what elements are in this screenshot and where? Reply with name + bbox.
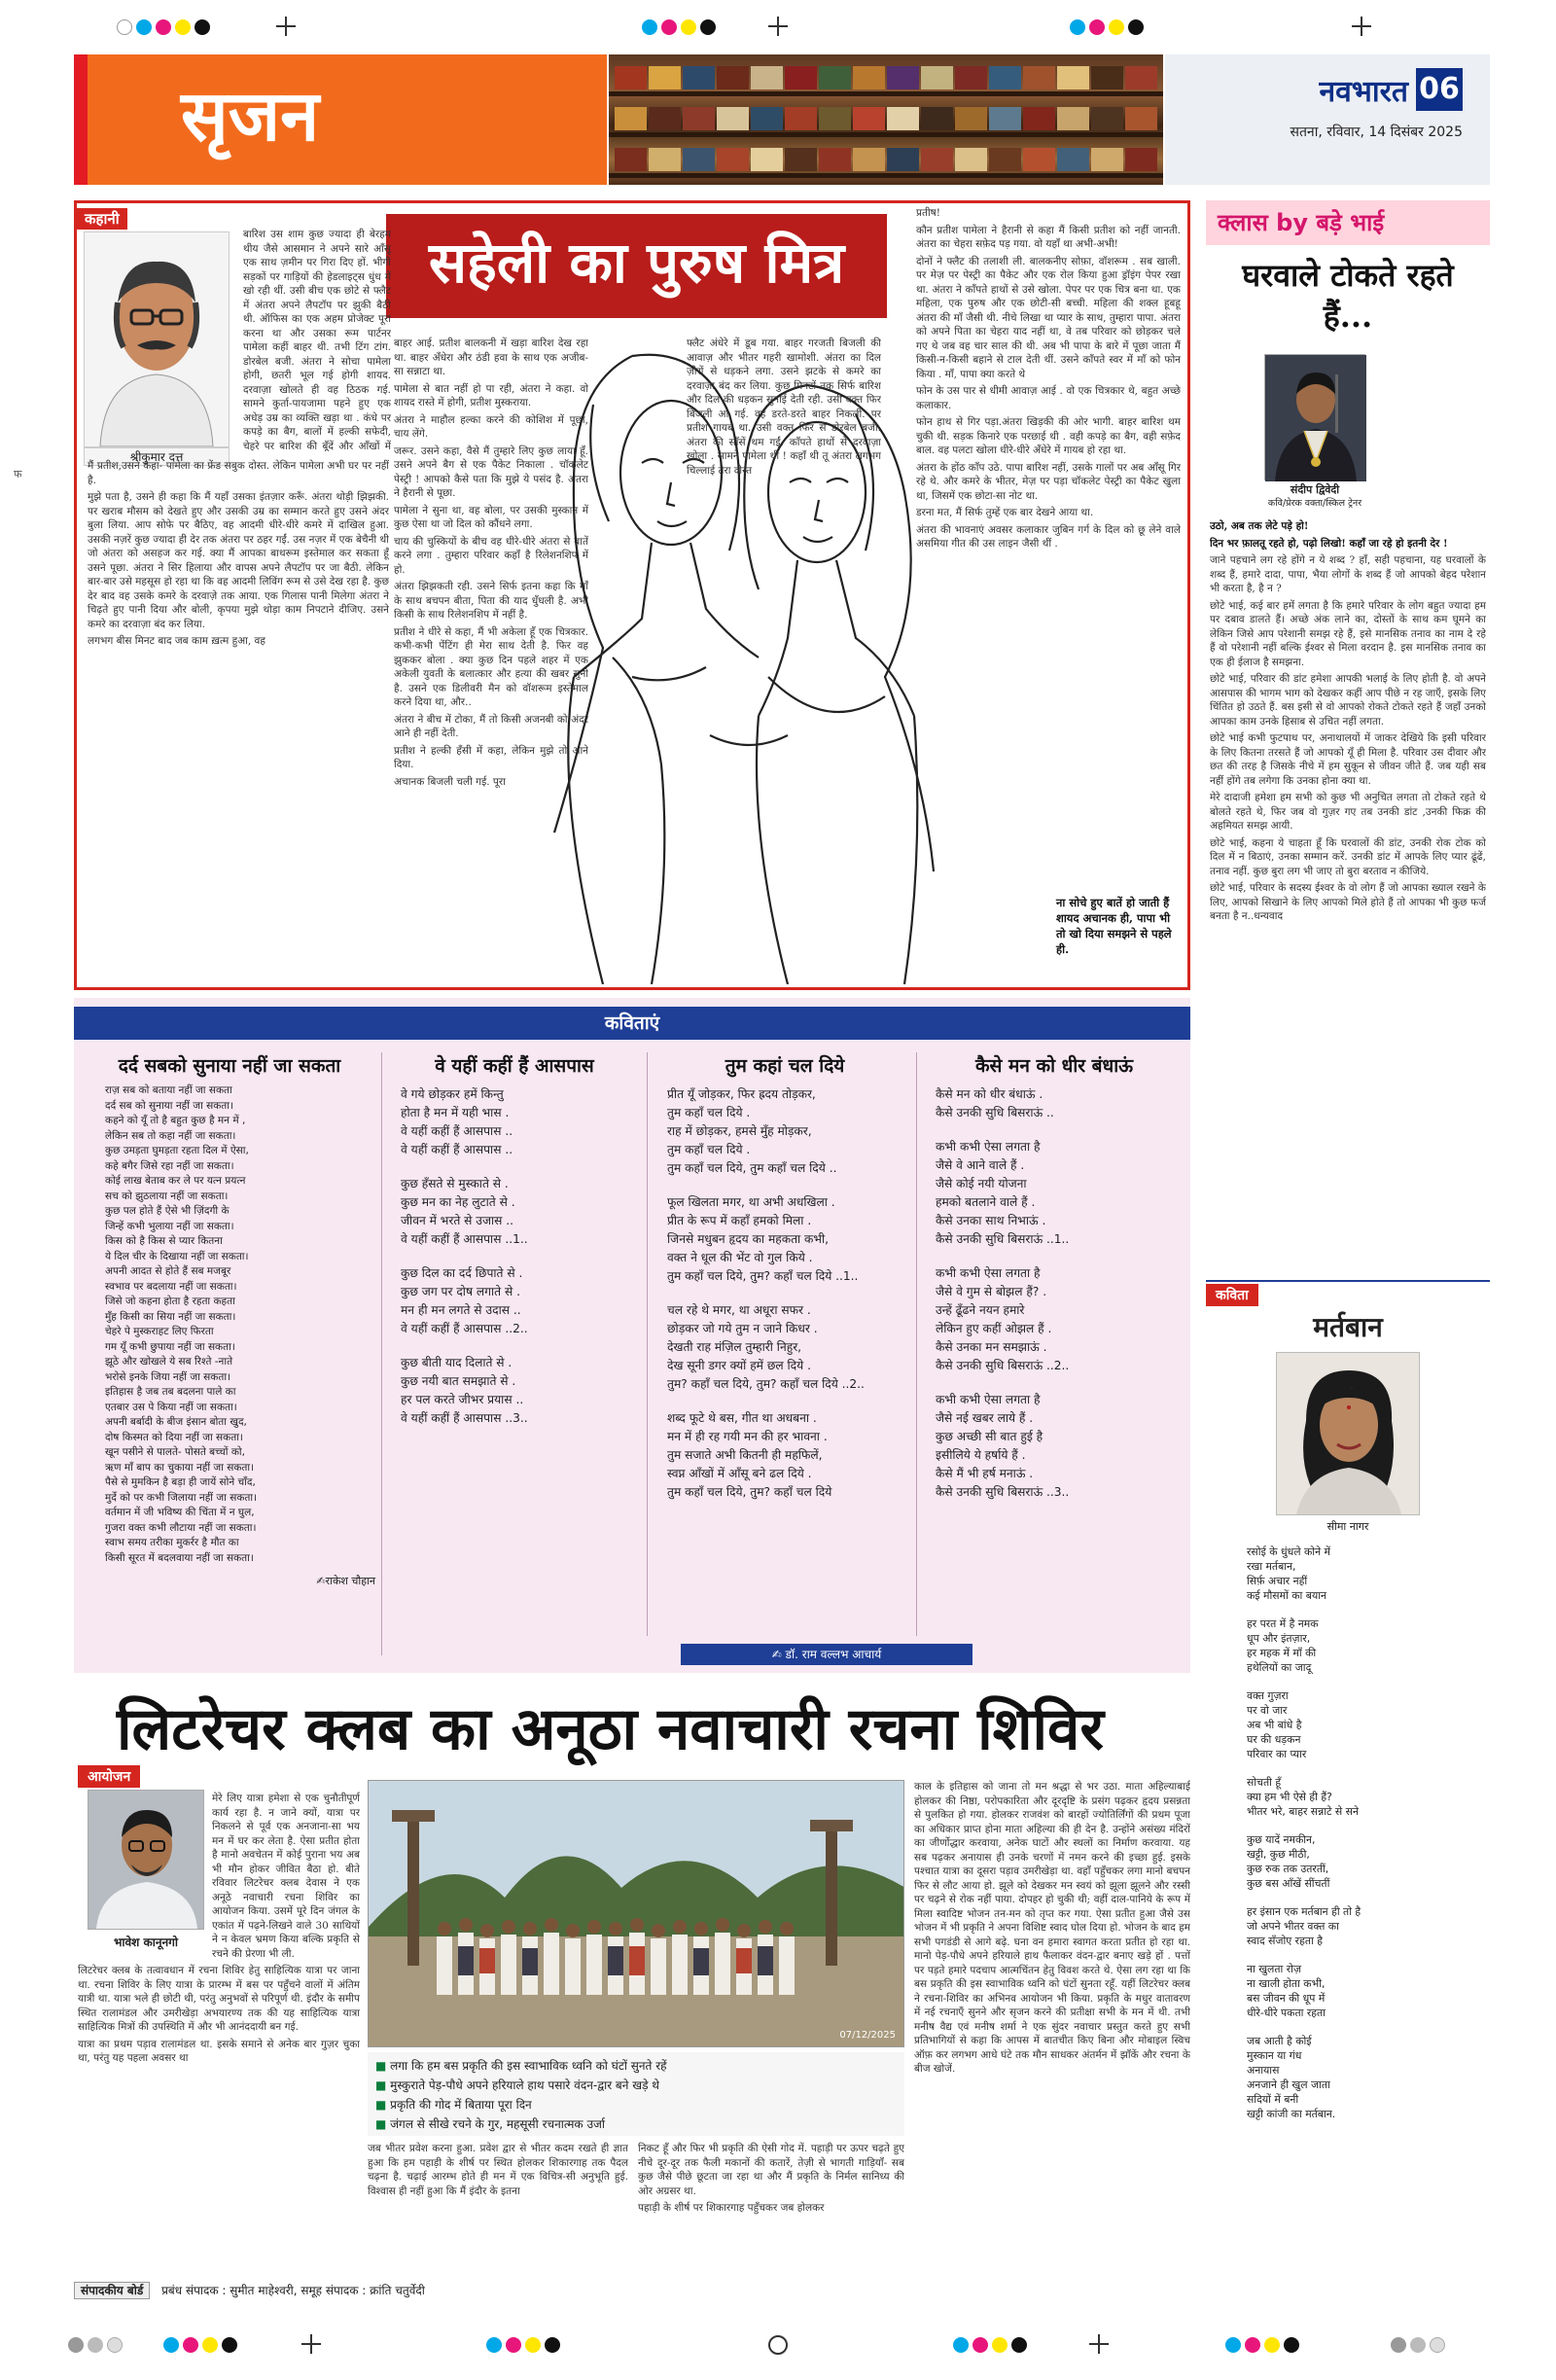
poem-line: सदियों में बनी	[1247, 2093, 1299, 2106]
story-para: पामेला से बात नहीं हो पा रही, अंतरा ने कहा. वो शायद रास्ते में होगी, प्रतीश मुस्कराया.	[394, 382, 588, 409]
poem-line: धीरे-धीरे पकता रहता	[1247, 2007, 1326, 2019]
poem-line: झूठे और खोखले ये सब रिश्ते -नाते	[105, 1356, 233, 1368]
story-column-1b	[88, 459, 389, 982]
report-author-name: भावेश कानूनगो	[113, 1936, 179, 1949]
poem-line: अनजाने ही खुल जाता	[1247, 2078, 1330, 2091]
registration-marks-top	[0, 0, 1556, 49]
poem-line: स्वभाव पर बदलाया नहीं जा सकता।	[105, 1280, 237, 1293]
poem-line: अपनी बर्बादी के बीज इंसान बोता खुद,	[105, 1416, 247, 1428]
column-body	[1210, 519, 1486, 1270]
story-para: फ्लैट अंधेरे में डूब गया. बाहर गरजती बिजली की आवाज़ और भीतर गहरी खामोशी. अंतरा का दिल ज़ोरों से धड़कने लगा. उसने झटके से कमरे का दरवाज़ा बंद कर लिया. कुछ मिनटों तक सिर्फ बारिश और दिल की धड़कन सुनाई देती रही. उसी वक्त फिर बिजली आ गई. वह डरते-डरते बाहर निकली. पर प्रतीश गायब था. उसी वक्त फिर से डोरबेल बजी. अंतरा की साँसें थम गईं. काँपते हाथों से दरवाज़ा खोला . सामने पामेला थी ! कहाँ थी तू अंतरा लगभग चिल्लाई तेरा दोस्त	[687, 337, 881, 477]
poem-line	[401, 1159, 640, 1175]
poem-line: जिसे जो कहना होता है रहता कहता	[105, 1296, 235, 1307]
poem-2-title: वे यहीं कहीं हैं आसपास	[435, 1055, 594, 1077]
poem-line: जैसे नई खबर लाये हैं .	[936, 1411, 1034, 1425]
story-para: फोन हाथ से गिर पड़ा.अंतरा खिड़की की ओर भागी. बाहर बारिश थम चुकी थी. सड़क किनारे एक परछाई थी . वही कपड़े का बैग, वही सफ़ेद बाल. वह पलटा खोला धीरे-धीरे अँधेरे में गायब हो रहा था.	[916, 416, 1181, 456]
poem-line: खून पसीने से पालते- पोसते बच्चों को,	[105, 1446, 245, 1458]
poem-line: कुछ मन का नेह लुटाते से .	[401, 1195, 515, 1209]
poem-right-title: मर्तबान	[1313, 1311, 1383, 1343]
poem-line: कुछ हँसते से मुस्काते से .	[401, 1177, 509, 1190]
poem-line: खट्टी कांजी का मर्तबान.	[1247, 2108, 1336, 2120]
poem-line: शब्द फूटे थे बस, गीत था अधबना .	[667, 1411, 817, 1425]
highlight-item: ■ लगा कि हम बस प्रकृति की इस स्वाभाविक ध्वनि को घंटों सुनते रहें	[375, 2059, 667, 2073]
poem-line: कहने को यूँ तो है बहुत कुछ है मन में ,	[105, 1115, 246, 1126]
poem-line: तुम कहाँ चल दिये .	[667, 1106, 751, 1119]
registration-marks-bottom	[0, 2320, 1556, 2368]
poem-line: सोचती हूँ	[1247, 1776, 1282, 1789]
column-para: उठो, अब तक लेटे पड़े हो!	[1210, 520, 1309, 532]
poems-divider	[647, 1052, 648, 1636]
poem-line: सच को झुठलाया नहीं जा सकता।	[105, 1190, 229, 1202]
story-para: कौन प्रतीश पामेला ने हैरानी से कहा मैं किसी प्रतीश को नहीं जानती. अंतरा का चेहरा सफ़ेद पड़ गया. वो यहाँ था अभी-अभी!	[916, 224, 1181, 250]
poem-line: कुछ पल होते हैं ऐसे भी ज़िंदगी के	[105, 1205, 230, 1217]
photo-caption: 07/12/2025	[839, 2030, 896, 2041]
poem-line: मन में ही रह गयी मन की हर भावना .	[667, 1430, 828, 1443]
right-column-divider	[1206, 1280, 1490, 1282]
poems-divider	[381, 1052, 382, 1655]
poem-line: बस जीवन की धूप में	[1247, 1992, 1326, 2005]
poem-line: लेकिन हुए कहीं ओझल हैं .	[936, 1322, 1052, 1335]
story-title: सहेली का पुरुष मित्र	[386, 214, 887, 318]
poem-line: कोई लाख बेताब कर ले पर यत्न प्रयत्न	[105, 1175, 246, 1187]
editorial-label: संपादकीय बोर्ड	[74, 2282, 150, 2299]
poem-line: गुजरा वक्त कभी लौटाया नहीं जा सकता।	[105, 1521, 257, 1534]
poem-line: वक्त ने धूल की भेंट वो गुल किये .	[667, 1251, 813, 1264]
highlight-item: ■ जंगल से सीखे रचने के गुर, महसूसी रचनात्मक उर्जा	[375, 2117, 606, 2131]
poem-line: भरोसे इनके जिया नहीं जा सकता।	[105, 1370, 231, 1383]
story-para: लगभग बीस मिनट बाद जब काम ख़त्म हुआ, वह	[88, 635, 265, 647]
poem-line: कैसे उनकी सुधि बिसराऊं ..2..	[936, 1359, 1070, 1372]
column-author-role: कवि/प्रेरक वक्ता/स्किल ट्रेनर	[1267, 498, 1362, 509]
poem-line: ऋण माँ बाप का चुकाया नहीं जा सकता।	[105, 1461, 255, 1474]
poem-4-title: कैसे मन को धीर बंधाऊं	[974, 1055, 1134, 1077]
poem-line	[936, 1122, 1185, 1138]
report-para: लिटरेचर क्लब के तत्वावधान में रचना शिविर हेतु साहित्यिक यात्रा पर जाना था. रचना शिविर के लिए यात्रा के प्रारम्भ में बस पर पहुँचने वालों में अंतिम यात्री था. यात्रा भले ही छोटी थी, परंतु अनुभवों से परिपूर्ण थी. इंदौर के समीप स्थित रालामंडल और उमरीखेड़ा अभयारण्य तक की यह साहित्यिक यात्रा साहित्यिक मित्रों की उपस्थिति में और भी आनंददायी बन गई.	[78, 1965, 360, 2033]
story-para: मैं प्रतीश,उसने कहा- पामेला का फ्रेंड सबुक दोस्त. लेकिन पामेला अभी घर पर नहीं है.	[88, 460, 389, 486]
poem-line: जब आती है कोई	[1247, 2035, 1312, 2047]
poem-line	[667, 1286, 912, 1301]
story-para: दोनों ने फ्लैट की तलाशी ली. बालकनीए सोफ़ा, वॉशरूम . सब खाली. पर मेज़ पर पेस्ट्री का पैकेट और एक रोल किया हुआ ड्रॉइंग पेपर रखा था. अंतरा ने काँपते हाथों से उसे खोला. पेपर पर एक चित्र बना था. एक महिला, एक पुरुष और एक छोटी-सी बच्ची. महिला की शक्ल हूबहू अंतरा की माँ जैसी थी. नीचे लिखा था प्यार के साथ, तुम्हारा पापा. अंतरा को अपने पिता का चेहरा याद नहीं था, वे तब परिवार को छोड़कर चले गए थे जब वह चार साल की थी. अब भी पापा के बारे में पूछा जाता मैं किसी-न-किसी बहाने से टाल देती थीं. उसने काँपते स्वर में माँ को फोन किया . माँ, पापा क्या करते थे	[916, 255, 1181, 380]
poem-line: पैसे से मुमकिन है बड़ा ही जायें सोने चाँद,	[105, 1476, 256, 1488]
paper-name: नवभारत	[1319, 75, 1408, 109]
poem-line: कहे बगैर जिसे रहा नहीं जा सकता।	[105, 1159, 234, 1172]
poem-line: हर महक में माँ की	[1247, 1647, 1317, 1659]
story-para: फोन के उस पार से धीमी आवाज़ आई . वो एक चित्रकार थे, बहुत अच्छे कलाकार.	[916, 385, 1181, 411]
poem-line: मुर्दे को पर कभी जिलाया नहीं जा सकता।	[105, 1491, 258, 1504]
story-para: मुझे पता है, उसने ही कहा कि मैं यहाँ उसका इंतज़ार करूँ. अंतरा थोड़ी झिझकी. पर खराब मौसम को देखते हुए और उसकी उम्र का सम्मान करते हुए उसने अंदर बुला लिया. आप सोफे पर बैठिए, वह आदमी धीरे-धीरे कमरे में दाखिल हुआ. उसकी नज़रें कुछ ज्यादा ही देर तक अंतरा पर ठहर गईं. उस नज़र में एक बेचैनी थी जो अंतरा को असहज कर गई. क्या मैं आपका बाथरूम इस्तेमाल कर सकता हूँ उसने पूछा. अंतरा ने सिर हिलाया और वापस अपने लैपटॉप पर जा बैठी. लेकिन बार-बार उसे महसूस हो रहा था कि वह आदमी लिविंग रूम से उसे देख रहा है. कुछ देर बाद वह उसके कमरे के दरवाज़े तक आया. एक गिलास पानी मिलेगा अंतरा ने चिढ़ते हुए पानी दिया और बोली, कृपया मुझे थोड़ा काम निपटाने दीजिए. उसने कमरे का दरवाज़ा बंद कर लिया.	[88, 491, 389, 630]
poem-line: कैसे उनकी सुधि बिसराऊं ..	[936, 1106, 1054, 1119]
poem-line: तुम कहाँ चल दिये, तुम कहाँ चल दिये ..	[667, 1161, 837, 1175]
masthead	[74, 54, 1490, 185]
column-para: छोटे भाई, परिवार के सदस्य ईश्वर के वो लोग हैं जो आपका ख्याल रखने के लिए, आपको सिखाने के लिए आपको मिले होते हैं तो आपका भी कुछ फर्ज बनता है न..धन्यवाद	[1210, 882, 1486, 922]
highlight-item: ■ मुस्कुराते पेड़-पौधे अपने हरियाले हाथ पसारे वंदन-द्वार बने खड़े थे	[375, 2078, 659, 2092]
poem-line: जैसे वे गुम से बोझल हैं? .	[936, 1285, 1047, 1298]
poem-line: होता है मन में यही भास .	[401, 1106, 510, 1119]
poem-line	[667, 1394, 912, 1409]
editorial-board	[74, 2282, 1202, 2303]
poem-line: कुछ जग पर दोष लगाते से .	[401, 1285, 520, 1298]
report-column-3	[638, 2142, 904, 2278]
poem-line: जो अपने भीतर वक्त का	[1247, 1920, 1339, 1933]
poem-line: जैसे कोई नयी योजना	[936, 1177, 1027, 1190]
poem-line: भीतर भरे, बाहर सन्नाटे से सने	[1247, 1805, 1359, 1818]
poem-line: तुम सजाते अभी कितनी ही महफिलें,	[667, 1448, 823, 1462]
poem-line: देख सूनी डगर क्यों हमें छल दिये .	[667, 1359, 811, 1372]
column-title: घरवाले टोकते रहते हैं...	[1242, 257, 1454, 335]
poem-line: चेहरे पे मुस्कराहट लिए फिरता	[105, 1326, 214, 1337]
poem-line: हमको बतलाने वाले हैं .	[936, 1195, 1036, 1209]
poem-line: कैसे उनका मन समझाऊं .	[936, 1340, 1047, 1354]
poem-line: एतबार उस पे किया नहीं जा सकता।	[105, 1401, 237, 1413]
poem-line: इतिहास है जब तब बदलना पाले का	[105, 1386, 236, 1398]
poem-line	[667, 1178, 912, 1193]
story-para: अंतरा के होंठ काँप उठे. पापा बारिश नहीं, उसके गालों पर अब आँसू गिर रहे थे. और कमरे के भीतर, मेज़ पर पड़ा चॉकलेट पेस्ट्री का पैकेट खुला था, जिसमें एक छोटा-सा नोट था.	[916, 461, 1181, 502]
poem-line: रखा मर्तबान,	[1247, 1560, 1296, 1573]
poem-line: मुँह किसी का सिया नहीं जा सकता।	[105, 1310, 236, 1323]
poem-line: वे यहीं कहीं हैं आसपास ..3..	[401, 1411, 528, 1425]
poem-line: कैसे उनकी सुधि बिसराऊं ..1..	[936, 1232, 1070, 1246]
poet-name: सीमा नागर	[1326, 1520, 1369, 1533]
poem-line: कई मौसमों का बयान	[1247, 1589, 1326, 1602]
story-tag: कहानी	[77, 209, 127, 229]
poem-line: देखती राह मंज़िल तुम्हारी निहुर,	[667, 1340, 802, 1354]
story-para: अंतरा ने माहौल हल्का करने की कोशिश में पूछा, चाय लेंगे.	[394, 413, 588, 440]
report-para: जब भीतर प्रवेश करना हुआ. प्रवेश द्वार से भीतर कदम रखते ही ज्ञात हुआ कि हम पहाड़ी के शीर्ष पर स्थित होलकर शिकारगाह तक पैदल चढ़ना है. चढ़ाई आरम्भ होते ही मन में एक विचित्र-सी अनुभूति हुई. विश्वास ही नहीं हुआ कि मैं इंदौर के इतना	[368, 2143, 628, 2197]
poem-line: कुछ रुक तक उतरतीं,	[1247, 1863, 1329, 1875]
poem-line: स्वप्न आँखों में आँसू बने ढल दिये .	[667, 1467, 812, 1480]
poem-right-body	[1247, 1545, 1480, 2276]
report-column-1	[78, 1792, 360, 2278]
poem-line: जिनसे मधुबन हृदय का महकता कभी,	[667, 1232, 830, 1246]
poem-line: हथेलियों का जादू	[1247, 1661, 1312, 1674]
poem-line: खट्टी, कुछ मीठी,	[1247, 1848, 1310, 1861]
report-para: काल के इतिहास को जाना तो मन श्रद्धा से भर उठा. माता अहिल्याबाई होलकर की निष्ठा, परोपकारिता और दूरदृष्टि के प्रसंग पढ़कर हृदय प्रसन्नता से पुलकित हो गया. होलकर राजवंश को बारहों ज्योतिर्लिंगों की प्रथम पूजा का अधिकार प्राप्त होना माता अहिल्या की ही देन है. उन्होंने असंख्य मंदिरों का जीर्णोद्धार करवाया, अनेक घाटों और स्थलों का निर्माण करवाया. यह सब पढ़कर अनायास ही उनके चरणों में नमन करने की इच्छा हुई. इसके पश्चात यात्रा का दूसरा पड़ाव उमरीखेड़ा था. वहाँ पहुँचकर लगा मानो बचपन फिर से लौट आया हो. झूले को देखकर मन स्वयं को झूला झूलने और रस्सी पर चढ़ने से रोक नहीं पाया. दोपहर हो चुकी थी; वहीं दाल-पानिये के रूप में मिला स्वादिष्ट भोजन तन-मन को तृप्त कर गया. ऐसा प्रतीत हुआ जैसे उस भोजन में भी प्रकृति ने अपना विशिष्ट स्वाद घोल दिया हो. भोजन के बाद हम सभी पगडंडी से आगे बढ़े. घना वन हमारा स्वागत करता प्रतीत हो रहा था. मानो पेड़-पौधे अपने हरियाले हाथ फैलाकर वंदन-द्वार बनाए खड़े हों . पत्तों पर पड़ते हमारे पदचाप आत्मचिंतन हेतु विवश करते थे. ऐसा लग रहा था कि बस प्रकृति की इस स्वाभाविक ध्वनि को घंटों सुनता रहूँ. यहीं लिटरेचर क्लब ने रचना-शिविर का अभिनव आयोजन भी किया. प्रकृति के मधुर वातावरण में नई रचनाएँ सुनने और सृजन करने की प्रतीक्षा सभी के मन में थी. तभी मनीष वैद्य एवं मनीष शर्मा ने एक सुंदर नवाचार प्रस्तुत करते हुए सभी प्रतिभागियों से कहा कि आपस में बातचीत किए बिना और मोबाइल स्विच ऑफ़ कर लगभग आधे घंटे तक मौन साधकर अंतर्मन में झाँकें और रचना के बीज खोजें.	[914, 1781, 1190, 2075]
poem-line: अपनी आदत से होते हैं सब मजबूर	[105, 1265, 231, 1277]
story-pull-quote: ना सोचे हुए बातें हो जाती हैं शायद अचानक ही, पापा भी तो खो दिया समझने से पहले ही.	[1056, 896, 1172, 956]
bookshelf-banner	[609, 54, 1163, 185]
poems-footer-credit: ✍ डॉ. राम वल्लभ आचार्य	[681, 1644, 972, 1665]
story-para: डरना मत, मैं सिर्फ तुम्हें एक बार देखने आया था.	[916, 507, 1094, 518]
page-number: 06	[1416, 68, 1463, 111]
story-para: अंतरा की भावनाएं अवसर कलाकार जुबिन गर्ग के दिल को छू लेने वाले असमिया गीत की उस लाइन जैसी थीं .	[916, 523, 1181, 550]
poem-line: हर परत में है नमक	[1247, 1617, 1319, 1630]
story-author-photo	[84, 231, 230, 447]
poem-line: लेकिन सब तो कहा नहीं जा सकता।	[105, 1129, 236, 1142]
paper-info	[1165, 54, 1490, 185]
poem-line: इसीलिये ये हर्षाये हैं .	[936, 1448, 1026, 1462]
report-para: मेरे लिए यात्रा हमेशा से एक चुनौतीपूर्ण कार्य रहा है. न जाने क्यों, यात्रा पर निकलने से पूर्व एक अनजाना-सा भय मन में घर कर लेता है. ऐसा प्रतीत होता है मानो अवचेतन में कोई पुराना भय अब भी मौन होकर जीवित बैठा हो. बीते रविवार लिटरेचर क्लब देवास ने एक अनूठे नवाचारी रचना शिविर का आयोजन किया. उसमें पूरे दिन जंगल के एकांत में पढ़ने-लिखने वाले 30 साथियों ने न केवल भ्रमण किया बल्कि प्रकृति से रचने की प्रेरणा भी ली.	[212, 1793, 360, 1960]
poem-line: वे यहीं कहीं हैं आसपास ..2..	[401, 1322, 528, 1335]
poem-line: हर इंसान एक मर्तबान ही तो है	[1247, 1905, 1362, 1918]
story-para: प्रतीश ने धीरे से कहा, मैं भी अकेला हूँ एक चित्रकार. कभी-कभी पेंटिंग ही मेरा साथ देती है. फिर वह झुककर बोला . क्या कुछ दिन पहले शहर में एक अकेली युवती के बलात्कार और हत्या की खबर सुनी है. उसने एक डिलीवरी मैन को वॉशरूम इस्तेमाल करने दिया था, और..	[394, 625, 588, 708]
report-column-2	[368, 2142, 628, 2278]
dateline: सतना, रविवार, 14 दिसंबर 2025	[1290, 124, 1463, 140]
poem-line: तुम कहाँ चल दिये, तुम? कहाँ चल दिये ..1..	[667, 1269, 859, 1283]
report-headline: लिटरेचर क्लब का अनूठा नवाचारी रचना शिविर	[117, 1695, 1104, 1763]
poet-photo	[1276, 1352, 1420, 1515]
poem-line: कुछ दिल का दर्द छिपाते से .	[401, 1266, 523, 1280]
story-para: बारिश उस शाम कुछ ज्यादा ही बेरहम थीय जैसे आसमान ने अपने सारे आँसू एक साथ ज़मीन पर गिरा दिए हों. भीगी सड़कों पर गाड़ियों की हेडलाइट्स धुंध में खो रही थीं. उसी बीच एक छोटे से फ्लैट में अंतरा अपने लैपटॉप पर झुकी बैठी थी. ऑफिस का एक अहम प्रोजेक्ट पूरा करना था और उसका रूम पार्टनर पामेला कहीं बाहर थी. तभी टिंग टांग. डोरबेल बजी. अंतरा ने सोचा पामेला होगी, छतरी भूल गई होगी शायद. दरवाज़ा खोलते ही वह ठिठक गई. सामने कुर्ता-पायजामा पहने हुए एक अधेड़ उम्र का व्यक्ति खड़ा था . कंधे पर कपड़े का बैग, बालों में हल्की सफेदी, चेहरे पर बारिश की बूँदें और आँखों में	[243, 229, 391, 451]
poem-stanza	[1247, 1832, 1480, 1891]
poem-line: वे यहीं कहीं हैं आसपास ..	[401, 1143, 513, 1156]
poem-line: कभी कभी ऐसा लगता है	[936, 1140, 1041, 1154]
poem-line: तुम कहाँ चल दिये .	[667, 1143, 751, 1156]
poem-1-title: दर्द सबको सुनाया नहीं जा सकता	[118, 1055, 341, 1077]
report-group-photo	[368, 1780, 904, 2047]
poem-line: कुछ यादें नमकीन,	[1247, 1833, 1316, 1846]
poem-line: अब भी बांधे है	[1247, 1719, 1302, 1731]
poem-line: रसोई के धुंधले कोने में	[1247, 1545, 1330, 1558]
report-column-4	[914, 1780, 1190, 2278]
poem-tag: कविता	[1206, 1284, 1258, 1306]
poem-line: मुस्कान या गंध	[1247, 2049, 1302, 2062]
poem-line: गम यूँ कभी छुपाया नहीं जा सकता।	[105, 1340, 235, 1353]
story-para: प्रतीष!	[916, 207, 940, 219]
column-author-name: संदीप द्विवेदी	[1290, 483, 1340, 496]
poem-line: कुछ उमड़ता घुमड़ता रहता दिल में ऐसा,	[105, 1145, 249, 1156]
masthead-accent	[74, 54, 88, 185]
poem-line: कुछ बीती याद दिलाते से .	[401, 1356, 513, 1369]
poem-1-lines	[84, 1083, 375, 1566]
poem-line: स्वाभ समय तरीका मुकर्रर है मौत का	[105, 1537, 239, 1548]
story-para: अचानक बिजली चली गई. पूरा	[394, 775, 506, 788]
poem-line: अनायास	[1247, 2064, 1280, 2077]
poems-heading: कविताएं	[74, 1007, 1190, 1040]
poem-3	[657, 1052, 912, 1502]
poem-2-lines	[389, 1085, 640, 1428]
editorial-names: प्रबंध संपादक : सुमीत माहेश्वरी, समूह संपादक : क्रांति चतुर्वेदी	[161, 2284, 425, 2297]
highlight-item: ■ प्रकृति की गोद में बिताया पूरा दिन	[375, 2098, 532, 2112]
poem-line: तुम? कहाँ चल दिये, तुम? कहाँ चल दिये ..2..	[667, 1377, 865, 1391]
poem-line: धूप और इंतज़ार,	[1247, 1632, 1311, 1645]
poem-line: वक्त गुज़रा	[1247, 1689, 1289, 1702]
poem-4	[924, 1052, 1185, 1502]
poem-line: जैसे वे आने वाले हैं .	[936, 1158, 1025, 1172]
column-para: छोटे भाई, कहना ये चाहता हूँ कि घरवालों की डांट, उनकी रोक टोक को दिल में न बिठाएं, उनका सम्मान करें. उनकी डांट में आपके लिए प्यार ढूंढें, तनाव नहीं. कुछ बुरा लग भी जाए तो बुरा बरताव न कीजिये.	[1210, 836, 1486, 877]
column-para: जाने पहचाने लग रहे होंगे न ये शब्द ? हाँ, सही पहचाना, यह घरवालों के शब्द हैं, हमारे दादा, पापा, भैया लोगों के शब्द हैं जो आपको बेहद परेशान भी करता है, है न ?	[1210, 554, 1486, 594]
poem-3-title: तुम कहां चल दिये	[725, 1055, 845, 1077]
poem-stanza	[1247, 1545, 1480, 1603]
report-para: निकट हूँ और फिर भी प्रकृति की ऐसी गोद में. पहाड़ी पर ऊपर चढ़ते हुए नीचे दूर-दूर तक फैली मकानों की कतारें, तेज़ी से भागती गाड़ियाँ- सब कुछ जैसे पीछे छूटता जा रहा था और मैं प्रकृति के निर्मल सानिध्य की ओर अग्रसर था.	[638, 2143, 904, 2197]
poem-line: चल रहे थे मगर, था अधूरा सफर .	[667, 1303, 811, 1317]
story-column-4	[916, 206, 1181, 887]
poem-3-lines	[657, 1085, 912, 1502]
poem-line: कुछ नयी बात समझाते से .	[401, 1374, 516, 1388]
poem-line: किस को है किस से प्यार कितना	[105, 1235, 223, 1247]
poem-line	[936, 1249, 1185, 1264]
poem-line: स्वाद सँजोए रहता है	[1247, 1935, 1323, 1947]
poem-line: दोष किस्मत को दिया नहीं जा सकता।	[105, 1431, 243, 1443]
column-para: छोटे भाई, परिवार की डांट हमेशा आपकी भलाई के लिए होती है. वो अपने आसपास की भागम भाग को देखकर कहीं आप पीछे न रह जाएँ, इसके लिए चिंतित हो उठते हैं. बस इसी से वो आपको रोकते टोकते रहते हैं जहाँ उनको आपका काम उनके हिसाब से उचित नहीं लगता.	[1210, 673, 1486, 728]
poem-line: कभी कभी ऐसा लगता है	[936, 1393, 1041, 1406]
story-author-name: श्रीकुमार दत्त	[84, 447, 230, 466]
poem-stanza	[1247, 1904, 1480, 1948]
poem-2	[389, 1052, 640, 1428]
column-para: मेरे दादाजी हमेशा हम सभी को कुछ भी अनुचित लगता तो टोकते रहते थे बोलते रहते थे, फिर जब वो गुज़र गए तब उनकी डांट ,उनकी फिक्र की अहमियत समझ आयी.	[1210, 792, 1486, 832]
story-column-1	[243, 228, 391, 451]
poem-stanza	[1247, 2034, 1480, 2121]
poem-line: सिर्फ़ अचार नहीं	[1247, 1575, 1308, 1587]
poem-line: वे यहीं कहीं हैं आसपास ..	[401, 1124, 513, 1138]
poem-line: कैसे मन को धीर बंधाऊं .	[936, 1087, 1043, 1101]
side-mark: फ	[14, 468, 22, 480]
poem-line: ये दिल चीर के दिखाया नहीं जा सकता।	[105, 1250, 249, 1262]
poem-line: जीवन में भरते से उजास ..	[401, 1214, 514, 1227]
poem-line: कुछ बस आँखें सींचतीं	[1247, 1877, 1330, 1890]
column-author-photo	[1264, 354, 1365, 480]
column-para: दिन भर फ़ालतू रहते हो, पढ़ो लिखो! कहाँ जा रहे हो इतनी देर !	[1210, 537, 1448, 550]
poem-line: मन ही मन लगते से उदास ..	[401, 1303, 521, 1317]
poem-line: प्रीत यूँ जोड़कर, फिर ह्रदय तोड़कर,	[667, 1087, 816, 1101]
poem-line: वे गये छोड़कर हमें किन्तु	[401, 1087, 504, 1101]
poem-line: पर वो जार	[1247, 1704, 1288, 1717]
story-para: बाहर आई. प्रतीश बालकनी में खड़ा बारिश देख रहा था. बाहर अँधेरा और ठंडी हवा के साथ एक अजीब-सा सन्नाटा था.	[394, 337, 588, 377]
poem-line: राज़ सब को बताया नहीं जा सकता	[105, 1084, 232, 1096]
poem-line: किसी सूरत में बदलवाया नहीं जा सकता।	[105, 1551, 254, 1564]
story-para: अंतरा झिझकती रही. उसने सिर्फ इतना कहा कि माँ के साथ बचपन बीता, पिता की याद धुँधली है. अभी किसी के साथ रिलेशनशिप में नहीं है.	[394, 581, 588, 621]
poem-line: फूल खिलता मगर, था अभी अधखिला .	[667, 1195, 835, 1209]
poem-stanza	[1247, 1616, 1480, 1675]
poem-line: परिवार का प्यार	[1247, 1748, 1307, 1760]
poem-line	[401, 1249, 640, 1264]
poem-line: घर की धड़कन	[1247, 1733, 1301, 1746]
column-tag: क्लास by बड़े भाई	[1206, 200, 1490, 245]
poem-line: कैसे मैं भी हर्ष मनाऊं .	[936, 1467, 1034, 1480]
poem-line: वे यहीं कहीं हैं आसपास ..1..	[401, 1232, 528, 1246]
story-para: प्रतीश ने हल्की हँसी में कहा, लेकिन मुझे तो आने दिया.	[394, 744, 588, 770]
poem-line: छोड़कर जो गये तुम न जाने किधर .	[667, 1322, 818, 1335]
poem-line: कुछ अच्छी सी बात हुई है	[936, 1430, 1043, 1443]
poem-line	[401, 1338, 640, 1354]
poem-line: वर्तमान में जी भविष्य की चिंता में न घुल,	[105, 1507, 255, 1518]
poem-1-author: ✍राकेश चौहान	[316, 1575, 375, 1587]
poem-stanza	[1247, 1688, 1480, 1761]
poem-line: हर पल करते जीभर प्रयास ..	[401, 1393, 524, 1406]
poem-line: क्या हम भी ऐसे ही हैं?	[1247, 1791, 1332, 1803]
poem-line: ना खाली होता कभी,	[1247, 1977, 1326, 1990]
poem-line	[936, 1375, 1185, 1391]
column-para: छोटे भाई कभी फुटपाथ पर, अनाथालयों में जाकर देखिये कि इसी परिवार के लिए कितना तरसते हैं जो आपको यूँ ही मिला है. परिवार उस दीवार और छत की तरह है जिसके नीचे में हम सुकून से जीवन जीते हैं. जब यही सब नहीं होंगे तब लगेगा कि उनका होना क्या था.	[1210, 732, 1486, 787]
poem-line: दर्द सब को सुनाया नहीं जा सकता।	[105, 1099, 233, 1112]
report-para: यात्रा का प्रथम पड़ाव रालामंडल था. इसके समाने से अनेक बार गुज़र चुका था, परंतु यह पहला अवसर था	[78, 2038, 360, 2064]
report-para: पहाड़ी के शीर्ष पर शिकारगाह पहुँचकर जब होलकर	[638, 2202, 825, 2214]
poem-stanza	[1247, 1775, 1480, 1819]
poem-stanza	[1247, 1962, 1480, 2020]
column-para: छोटे भाई, कई बार हमें लगता है कि हमारे परिवार के लोग बहुत ज्यादा हम पर दबाव डालते हैं। अच्छे अंक लाने का, दोस्तों के साथ कम घूमने का लेकिन जिसे आप परेशानी समझ रहे हैं, इसे मानसिक तनाव का नाम दे रहे हैं वो परेशानी नहीं बल्कि ईश्वर से मिला वरदान है. इस मानसिक तनाव का एक ही ईलाज है समझना.	[1210, 599, 1486, 668]
section-title: सृजन	[74, 54, 607, 185]
story-para: अंतरा ने बीच में टोका, मैं तो किसी अजनबी को अंदर आने ही नहीं देती.	[394, 713, 588, 739]
poem-line: ना खुलता रोज़	[1247, 1963, 1301, 1975]
story-para: पामेला ने सुना था, वह बोला, पर उसकी मुस्कान में कुछ ऐसा था जो दिल को कौंधने लगा.	[394, 504, 588, 530]
poem-line: जिन्हें कभी भुलाया नहीं जा सकता।	[105, 1220, 234, 1232]
story-para: जरूर. उसने कहा, वैसे मैं तुम्हारे लिए कुछ लाया हूँ. उसने अपने बैग से एक पैकेट निकाला . चॉकलेट पेस्ट्री ! आपको कैसे पता कि मुझे ये पसंद है. अंतरा ने हैरानी से पूछा.	[394, 444, 588, 499]
poem-line: कैसे उनकी सुधि बिसराऊं ..3..	[936, 1485, 1070, 1499]
poem-line: कैसे उनका साथ निभाऊं .	[936, 1214, 1046, 1227]
poem-4-lines	[924, 1085, 1185, 1502]
poem-line: कभी कभी ऐसा लगता है	[936, 1266, 1041, 1280]
poem-1	[84, 1052, 375, 1588]
report-tag: आयोजन	[78, 1765, 140, 1788]
poem-line: प्रीत के रूप में कहाँ हमको मिला .	[667, 1214, 812, 1227]
story-para: चाय की चुस्कियों के बीच वह धीरे-धीरे अंतरा से बातें करने लगा . तुम्हारा परिवार कहाँ है रिलेशनशिप में हो.	[394, 535, 588, 576]
poem-line: तुम कहाँ चल दिये, तुम? कहाँ चल दिये	[667, 1485, 832, 1499]
poem-line: राह में छोड़कर, हमसे मुँह मोड़कर,	[667, 1124, 812, 1138]
poems-divider	[916, 1052, 917, 1636]
poem-line: उन्हें ढूँढने नयन हमारे	[936, 1303, 1025, 1317]
story-column-3	[687, 337, 881, 521]
report-highlights	[368, 2052, 904, 2136]
